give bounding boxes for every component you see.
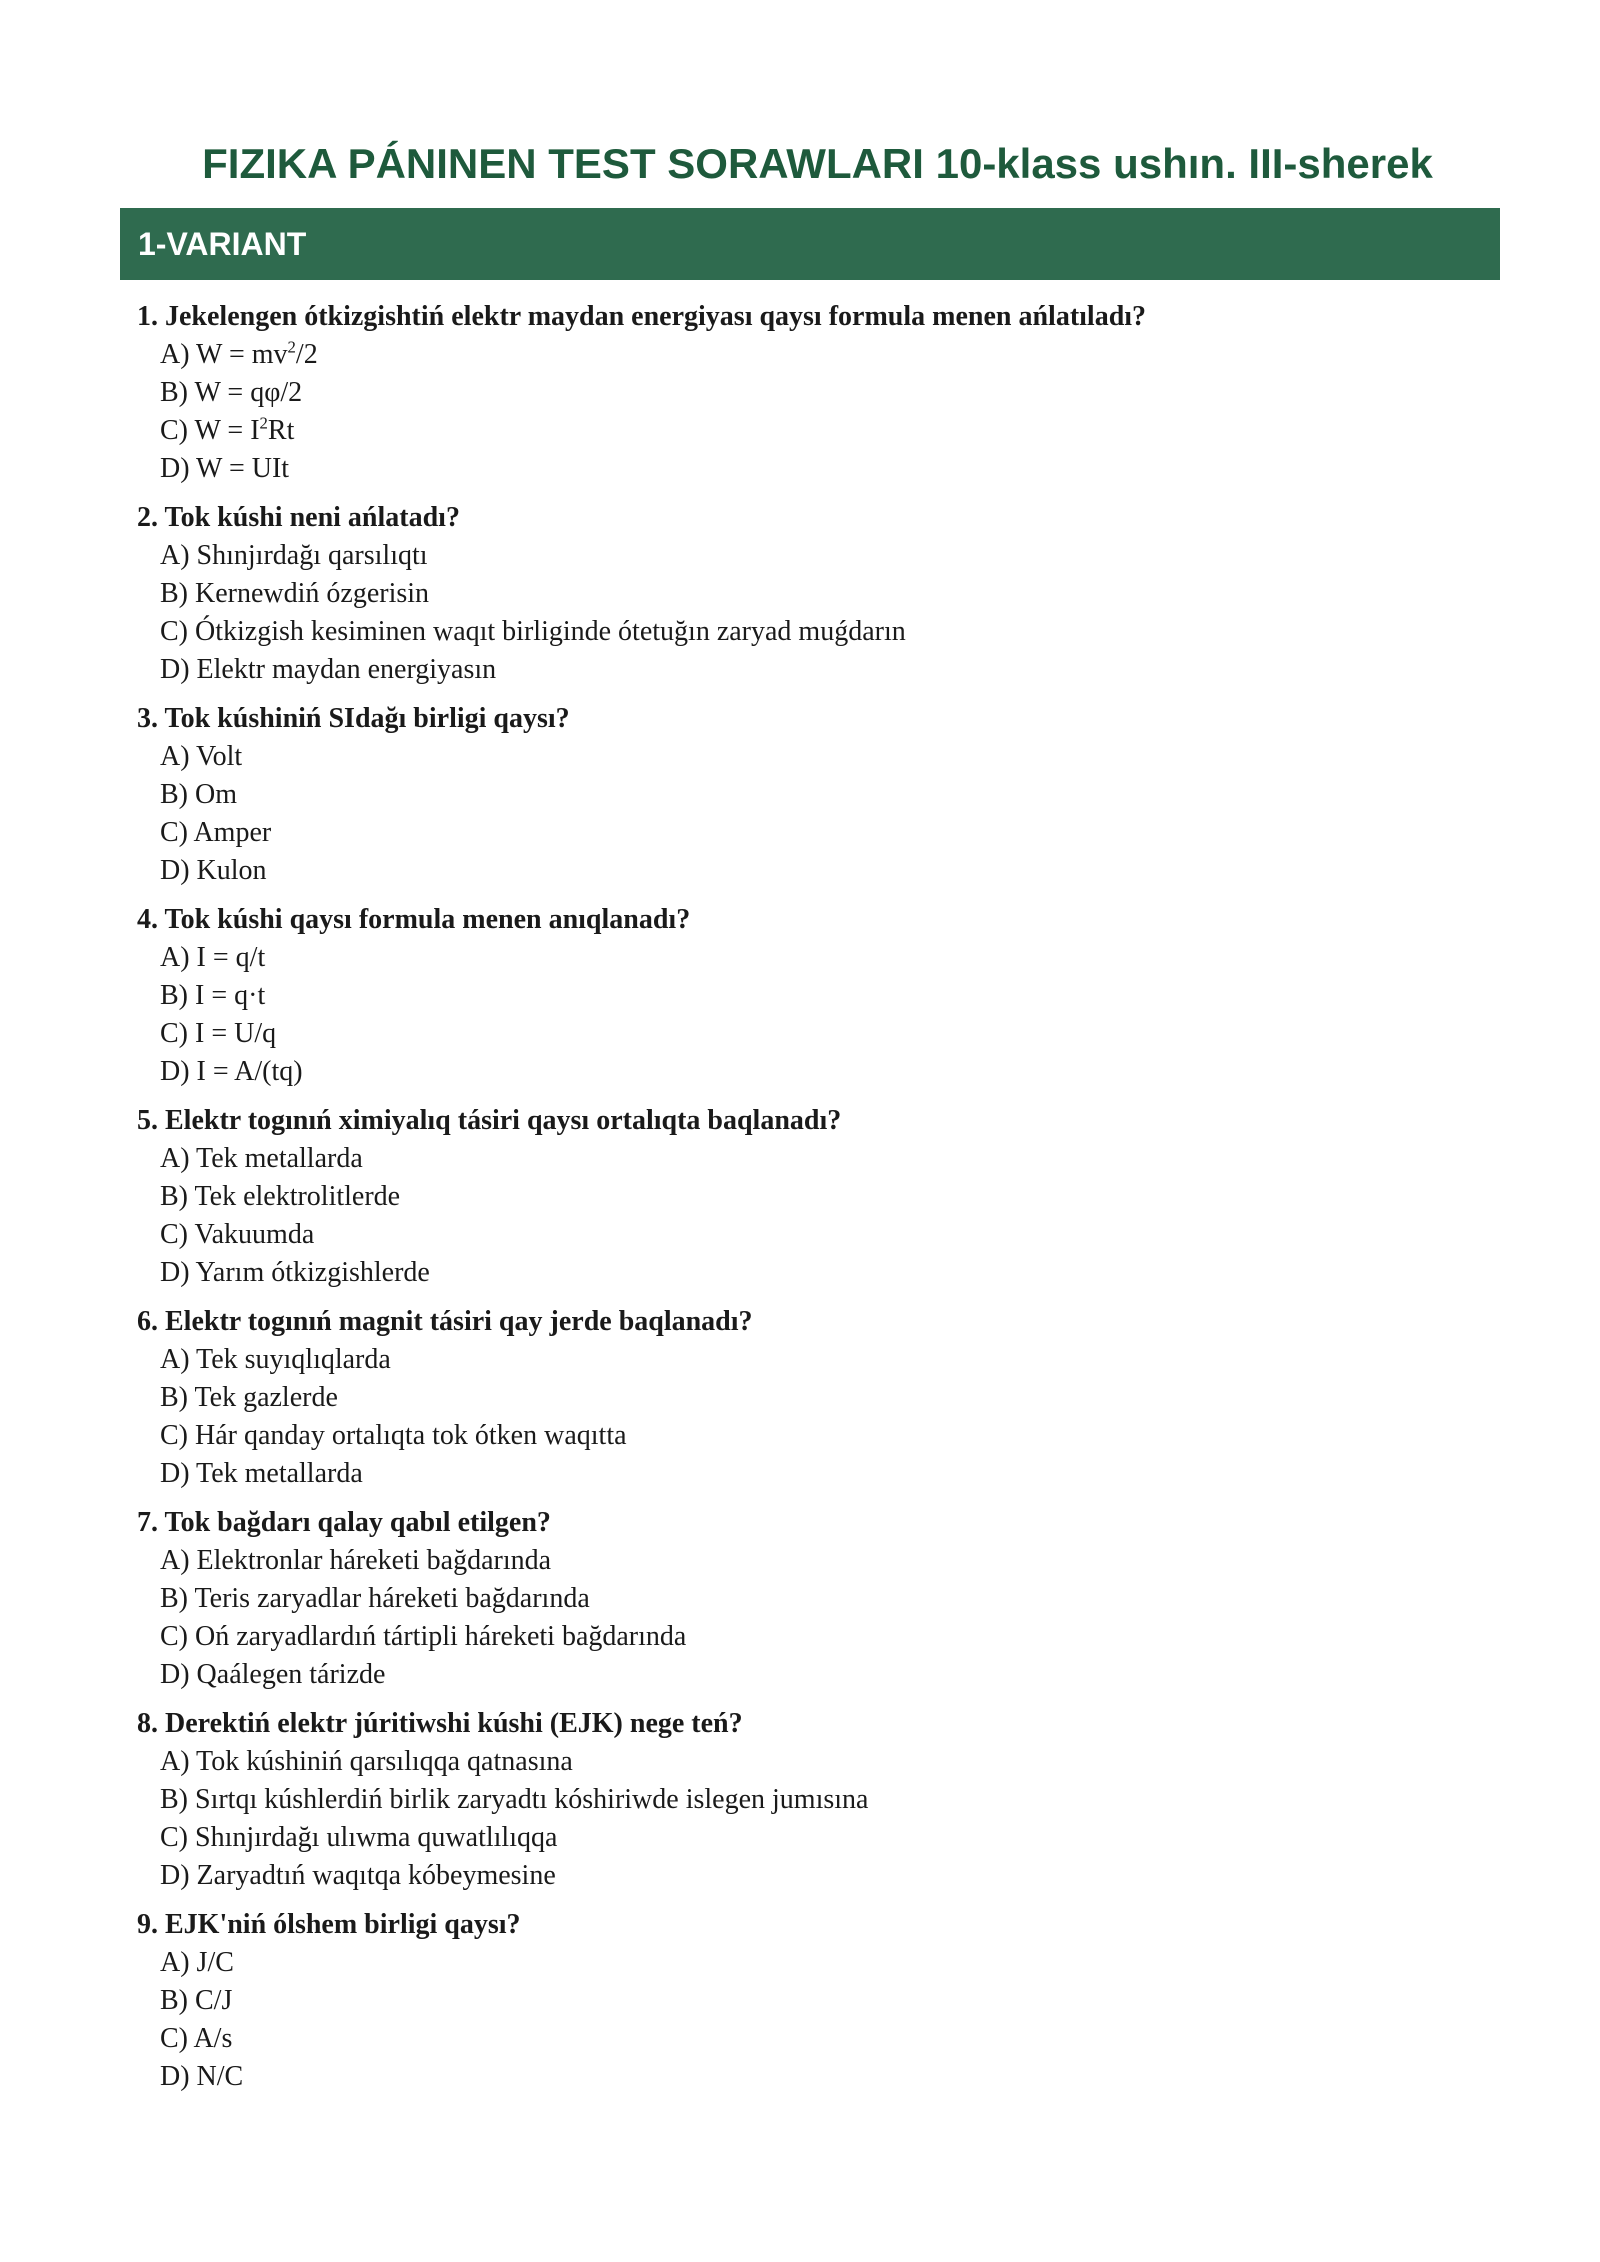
answer-option (160, 776, 1497, 814)
option-text: C) Amper (160, 817, 272, 848)
answer-options (137, 1140, 1497, 1292)
page-title: FIZIKA PÁNINEN TEST SORAWLARI 10-klass ushın. III-sherek (202, 140, 1433, 187)
answer-option (160, 1015, 1497, 1053)
option-text: B) Kernewdiń ózgerisin (160, 578, 430, 609)
question-text: 1. Jekelengen ótkizgishtiń elektr maydan energiyası qaysı formula menen ańlatıladı? (137, 301, 1147, 332)
option-text: D) N/C (160, 2061, 244, 2092)
answer-option (160, 939, 1497, 977)
answer-option (160, 613, 1497, 651)
answer-options (137, 738, 1497, 890)
answer-option (160, 1178, 1497, 1216)
question-text: 9. EJK'niń ólshem birligi qaysı? (137, 1909, 521, 1940)
question-4 (137, 901, 1497, 1091)
answer-option (160, 575, 1497, 613)
option-text: A) Elektronlar háreketi bağdarında (160, 1545, 552, 1576)
answer-option (160, 336, 1497, 374)
answer-option (160, 1417, 1497, 1455)
answer-option (160, 1140, 1497, 1178)
option-text: C) Hár qanday ortalıqta tok ótken waqıtta (160, 1420, 627, 1451)
variant-title: 1-VARIANT (138, 225, 307, 262)
answer-options (137, 1542, 1497, 1694)
question-text: 4. Tok kúshi qaysı formula menen anıqlanadı? (137, 904, 691, 935)
answer-option (160, 374, 1497, 412)
answer-option (160, 537, 1497, 575)
question-text: 6. Elektr togınıń magnit tásiri qay jerde baqlanadı? (137, 1306, 753, 1337)
option-superscript: 2 (287, 337, 296, 357)
answer-option (160, 852, 1497, 890)
question-2 (137, 499, 1497, 689)
option-text: D) Tek metallarda (160, 1458, 363, 1489)
option-text: C) Vakuumda (160, 1219, 315, 1250)
option-text-suffix: /2 (295, 339, 318, 370)
answer-option (160, 412, 1497, 450)
option-text: C) I = U/q (160, 1018, 277, 1049)
option-text: D) W = UIt (160, 453, 290, 484)
answer-option (160, 1455, 1497, 1493)
option-text: C) W = I (160, 415, 260, 446)
option-text: D) Zaryadtıń waqıtqa kóbeymesine (160, 1860, 556, 1891)
answer-options (137, 1944, 1497, 2096)
option-text-suffix: Rt (267, 415, 295, 446)
answer-option (160, 2020, 1497, 2058)
option-text: C) A/s (160, 2023, 233, 2054)
question-3 (137, 700, 1497, 890)
option-text: B) Teris zaryadlar háreketi bağdarında (160, 1583, 590, 1614)
answer-option (160, 1743, 1497, 1781)
option-superscript: 2 (259, 413, 268, 433)
answer-option (160, 651, 1497, 689)
answer-option (160, 1618, 1497, 1656)
variant-header (120, 208, 1500, 280)
option-text: C) Ótkizgish kesiminen waqıt birliginde ótetuğın zaryad muǵdarın (160, 616, 906, 647)
answer-option (160, 1781, 1497, 1819)
answer-option (160, 1216, 1497, 1254)
answer-options (137, 336, 1497, 488)
answer-options (137, 1743, 1497, 1895)
option-text: C) Shınjırdağı ulıwma quwatlılıqqa (160, 1822, 558, 1853)
option-text: B) Tek elektrolitlerde (160, 1181, 401, 1212)
answer-option (160, 738, 1497, 776)
option-text: A) J/C (160, 1947, 234, 1978)
answer-option (160, 1580, 1497, 1618)
option-text: B) W = qφ/2 (160, 377, 303, 408)
question-9 (137, 1906, 1497, 2096)
option-text: B) C/J (160, 1985, 233, 2016)
option-text: D) Elektr maydan energiyasın (160, 654, 497, 685)
answer-option (160, 1379, 1497, 1417)
answer-options (137, 939, 1497, 1091)
answer-option (160, 1542, 1497, 1580)
option-text: A) Tok kúshiniń qarsılıqqa qatnasına (160, 1746, 573, 1777)
option-text: D) Qaálegen tárizde (160, 1659, 386, 1690)
option-text: D) I = A/(tq) (160, 1056, 303, 1087)
answer-option (160, 1819, 1497, 1857)
option-text: A) Tek suyıqlıqlarda (160, 1344, 391, 1375)
option-text: D) Yarım ótkizgishlerde (160, 1257, 430, 1288)
option-text: A) W = mv (160, 339, 288, 370)
option-text: B) Om (160, 779, 237, 810)
question-text: 2. Tok kúshi neni ańlatadı? (137, 502, 460, 533)
answer-option (160, 1254, 1497, 1292)
option-text: B) Tek gazlerde (160, 1382, 338, 1413)
answer-options (137, 537, 1497, 689)
answer-option (160, 1053, 1497, 1091)
question-text: 7. Tok bağdarı qalay qabıl etilgen? (137, 1507, 551, 1538)
option-text: A) Tek metallarda (160, 1143, 363, 1174)
option-text: D) Kulon (160, 855, 267, 886)
answer-option (160, 2058, 1497, 2096)
option-text: B) Sırtqı kúshlerdiń birlik zaryadtı kóshiriwde islegen jumısına (160, 1784, 869, 1815)
answer-option (160, 1341, 1497, 1379)
option-text: B) I = q·t (160, 980, 266, 1011)
answer-option (160, 1944, 1497, 1982)
answer-option (160, 1656, 1497, 1694)
answer-option (160, 814, 1497, 852)
option-text: A) I = q/t (160, 942, 266, 973)
question-1 (137, 298, 1497, 488)
option-text: C) Oń zaryadlardıń tártipli háreketi bağdarında (160, 1621, 687, 1652)
question-list (137, 298, 1497, 2107)
question-8 (137, 1705, 1497, 1895)
question-6 (137, 1303, 1497, 1493)
option-text: A) Shınjırdağı qarsılıqtı (160, 540, 428, 571)
question-text: 3. Tok kúshiniń SIdağı birligi qaysı? (137, 703, 570, 734)
answer-option (160, 1857, 1497, 1895)
answer-option (160, 977, 1497, 1015)
answer-option (160, 1982, 1497, 2020)
answer-option (160, 450, 1497, 488)
question-text: 5. Elektr togınıń ximiyalıq tásiri qaysı ortalıqta baqlanadı? (137, 1105, 842, 1136)
answer-options (137, 1341, 1497, 1493)
question-text: 8. Derektiń elektr júritiwshi kúshi (EJK) nege teń? (137, 1708, 743, 1739)
question-7 (137, 1504, 1497, 1694)
question-5 (137, 1102, 1497, 1292)
option-text: A) Volt (160, 741, 243, 772)
